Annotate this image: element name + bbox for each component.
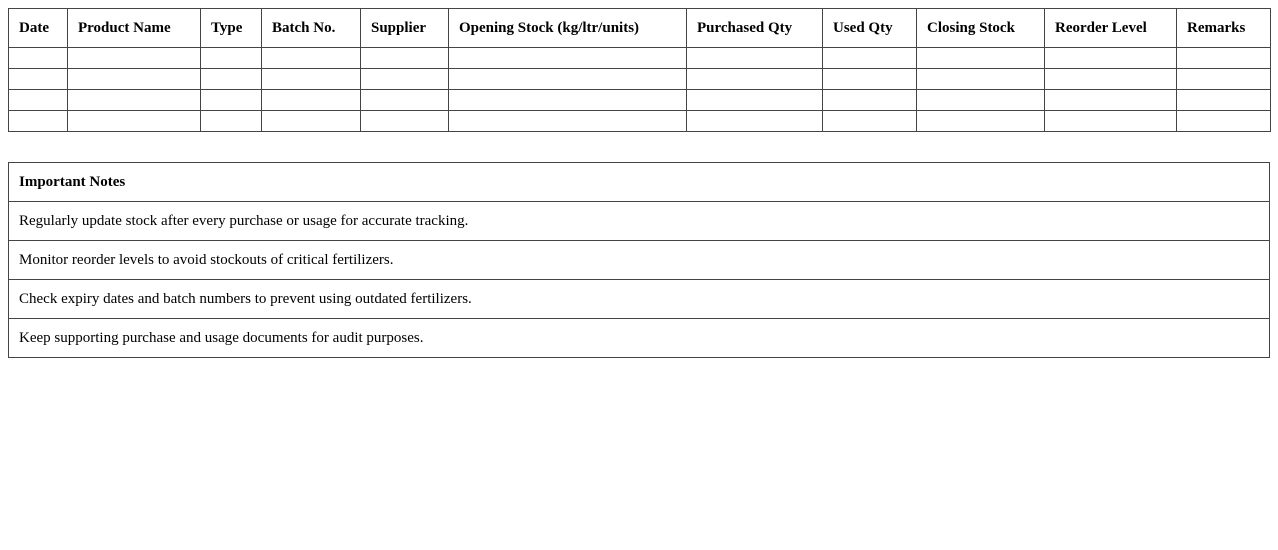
header-supplier: Supplier — [361, 9, 449, 48]
table-cell[interactable] — [449, 90, 687, 111]
header-batch-no: Batch No. — [262, 9, 361, 48]
table-cell[interactable] — [361, 111, 449, 132]
table-cell[interactable] — [823, 90, 917, 111]
table-cell[interactable] — [361, 69, 449, 90]
table-cell[interactable] — [201, 69, 262, 90]
table-cell[interactable] — [9, 111, 68, 132]
table-cell[interactable] — [449, 111, 687, 132]
table-cell[interactable] — [1177, 90, 1271, 111]
table-cell[interactable] — [262, 111, 361, 132]
table-cell[interactable] — [262, 90, 361, 111]
table-cell[interactable] — [823, 48, 917, 69]
notes-title: Important Notes — [9, 163, 1270, 202]
header-remarks: Remarks — [1177, 9, 1271, 48]
table-cell[interactable] — [687, 69, 823, 90]
table-cell[interactable] — [262, 48, 361, 69]
note-row — [9, 241, 1270, 280]
table-cell[interactable] — [687, 111, 823, 132]
table-cell[interactable] — [449, 69, 687, 90]
table-cell[interactable] — [68, 48, 201, 69]
table-cell[interactable] — [201, 48, 262, 69]
header-type: Type — [201, 9, 262, 48]
note-row — [9, 319, 1270, 358]
important-notes-table — [8, 162, 1270, 358]
note-item: Keep supporting purchase and usage documents for audit purposes. — [9, 319, 1270, 358]
table-cell[interactable] — [917, 90, 1045, 111]
table-cell[interactable] — [687, 48, 823, 69]
table-row — [9, 48, 1271, 69]
table-cell[interactable] — [68, 90, 201, 111]
table-row — [9, 111, 1271, 132]
table-cell[interactable] — [9, 48, 68, 69]
table-cell[interactable] — [687, 90, 823, 111]
note-item: Regularly update stock after every purchase or usage for accurate tracking. — [9, 202, 1270, 241]
table-cell[interactable] — [1177, 48, 1271, 69]
header-date: Date — [9, 9, 68, 48]
table-cell[interactable] — [1045, 69, 1177, 90]
header-used-qty: Used Qty — [823, 9, 917, 48]
table-header-row — [9, 9, 1271, 48]
table-cell[interactable] — [917, 111, 1045, 132]
table-cell[interactable] — [68, 69, 201, 90]
header-reorder-level: Reorder Level — [1045, 9, 1177, 48]
table-cell[interactable] — [1177, 111, 1271, 132]
stock-register-table — [8, 8, 1271, 132]
table-cell[interactable] — [449, 48, 687, 69]
table-row — [9, 69, 1271, 90]
header-product-name: Product Name — [68, 9, 201, 48]
table-cell[interactable] — [823, 111, 917, 132]
table-cell[interactable] — [201, 90, 262, 111]
table-row — [9, 90, 1271, 111]
note-item: Monitor reorder levels to avoid stockouts of critical fertilizers. — [9, 241, 1270, 280]
header-closing-stock: Closing Stock — [917, 9, 1045, 48]
table-cell[interactable] — [9, 69, 68, 90]
table-cell[interactable] — [1045, 111, 1177, 132]
table-cell[interactable] — [9, 90, 68, 111]
table-cell[interactable] — [1045, 90, 1177, 111]
header-opening-stock: Opening Stock (kg/ltr/units) — [449, 9, 687, 48]
note-row — [9, 202, 1270, 241]
header-purchased-qty: Purchased Qty — [687, 9, 823, 48]
table-cell[interactable] — [361, 48, 449, 69]
note-item: Check expiry dates and batch numbers to prevent using outdated fertilizers. — [9, 280, 1270, 319]
table-cell[interactable] — [1177, 69, 1271, 90]
notes-title-row — [9, 163, 1270, 202]
table-cell[interactable] — [823, 69, 917, 90]
table-cell[interactable] — [917, 69, 1045, 90]
table-cell[interactable] — [1045, 48, 1177, 69]
table-cell[interactable] — [917, 48, 1045, 69]
document-sheet — [8, 8, 1270, 358]
table-cell[interactable] — [68, 111, 201, 132]
note-row — [9, 280, 1270, 319]
table-cell[interactable] — [361, 90, 449, 111]
table-cell[interactable] — [262, 69, 361, 90]
table-cell[interactable] — [201, 111, 262, 132]
